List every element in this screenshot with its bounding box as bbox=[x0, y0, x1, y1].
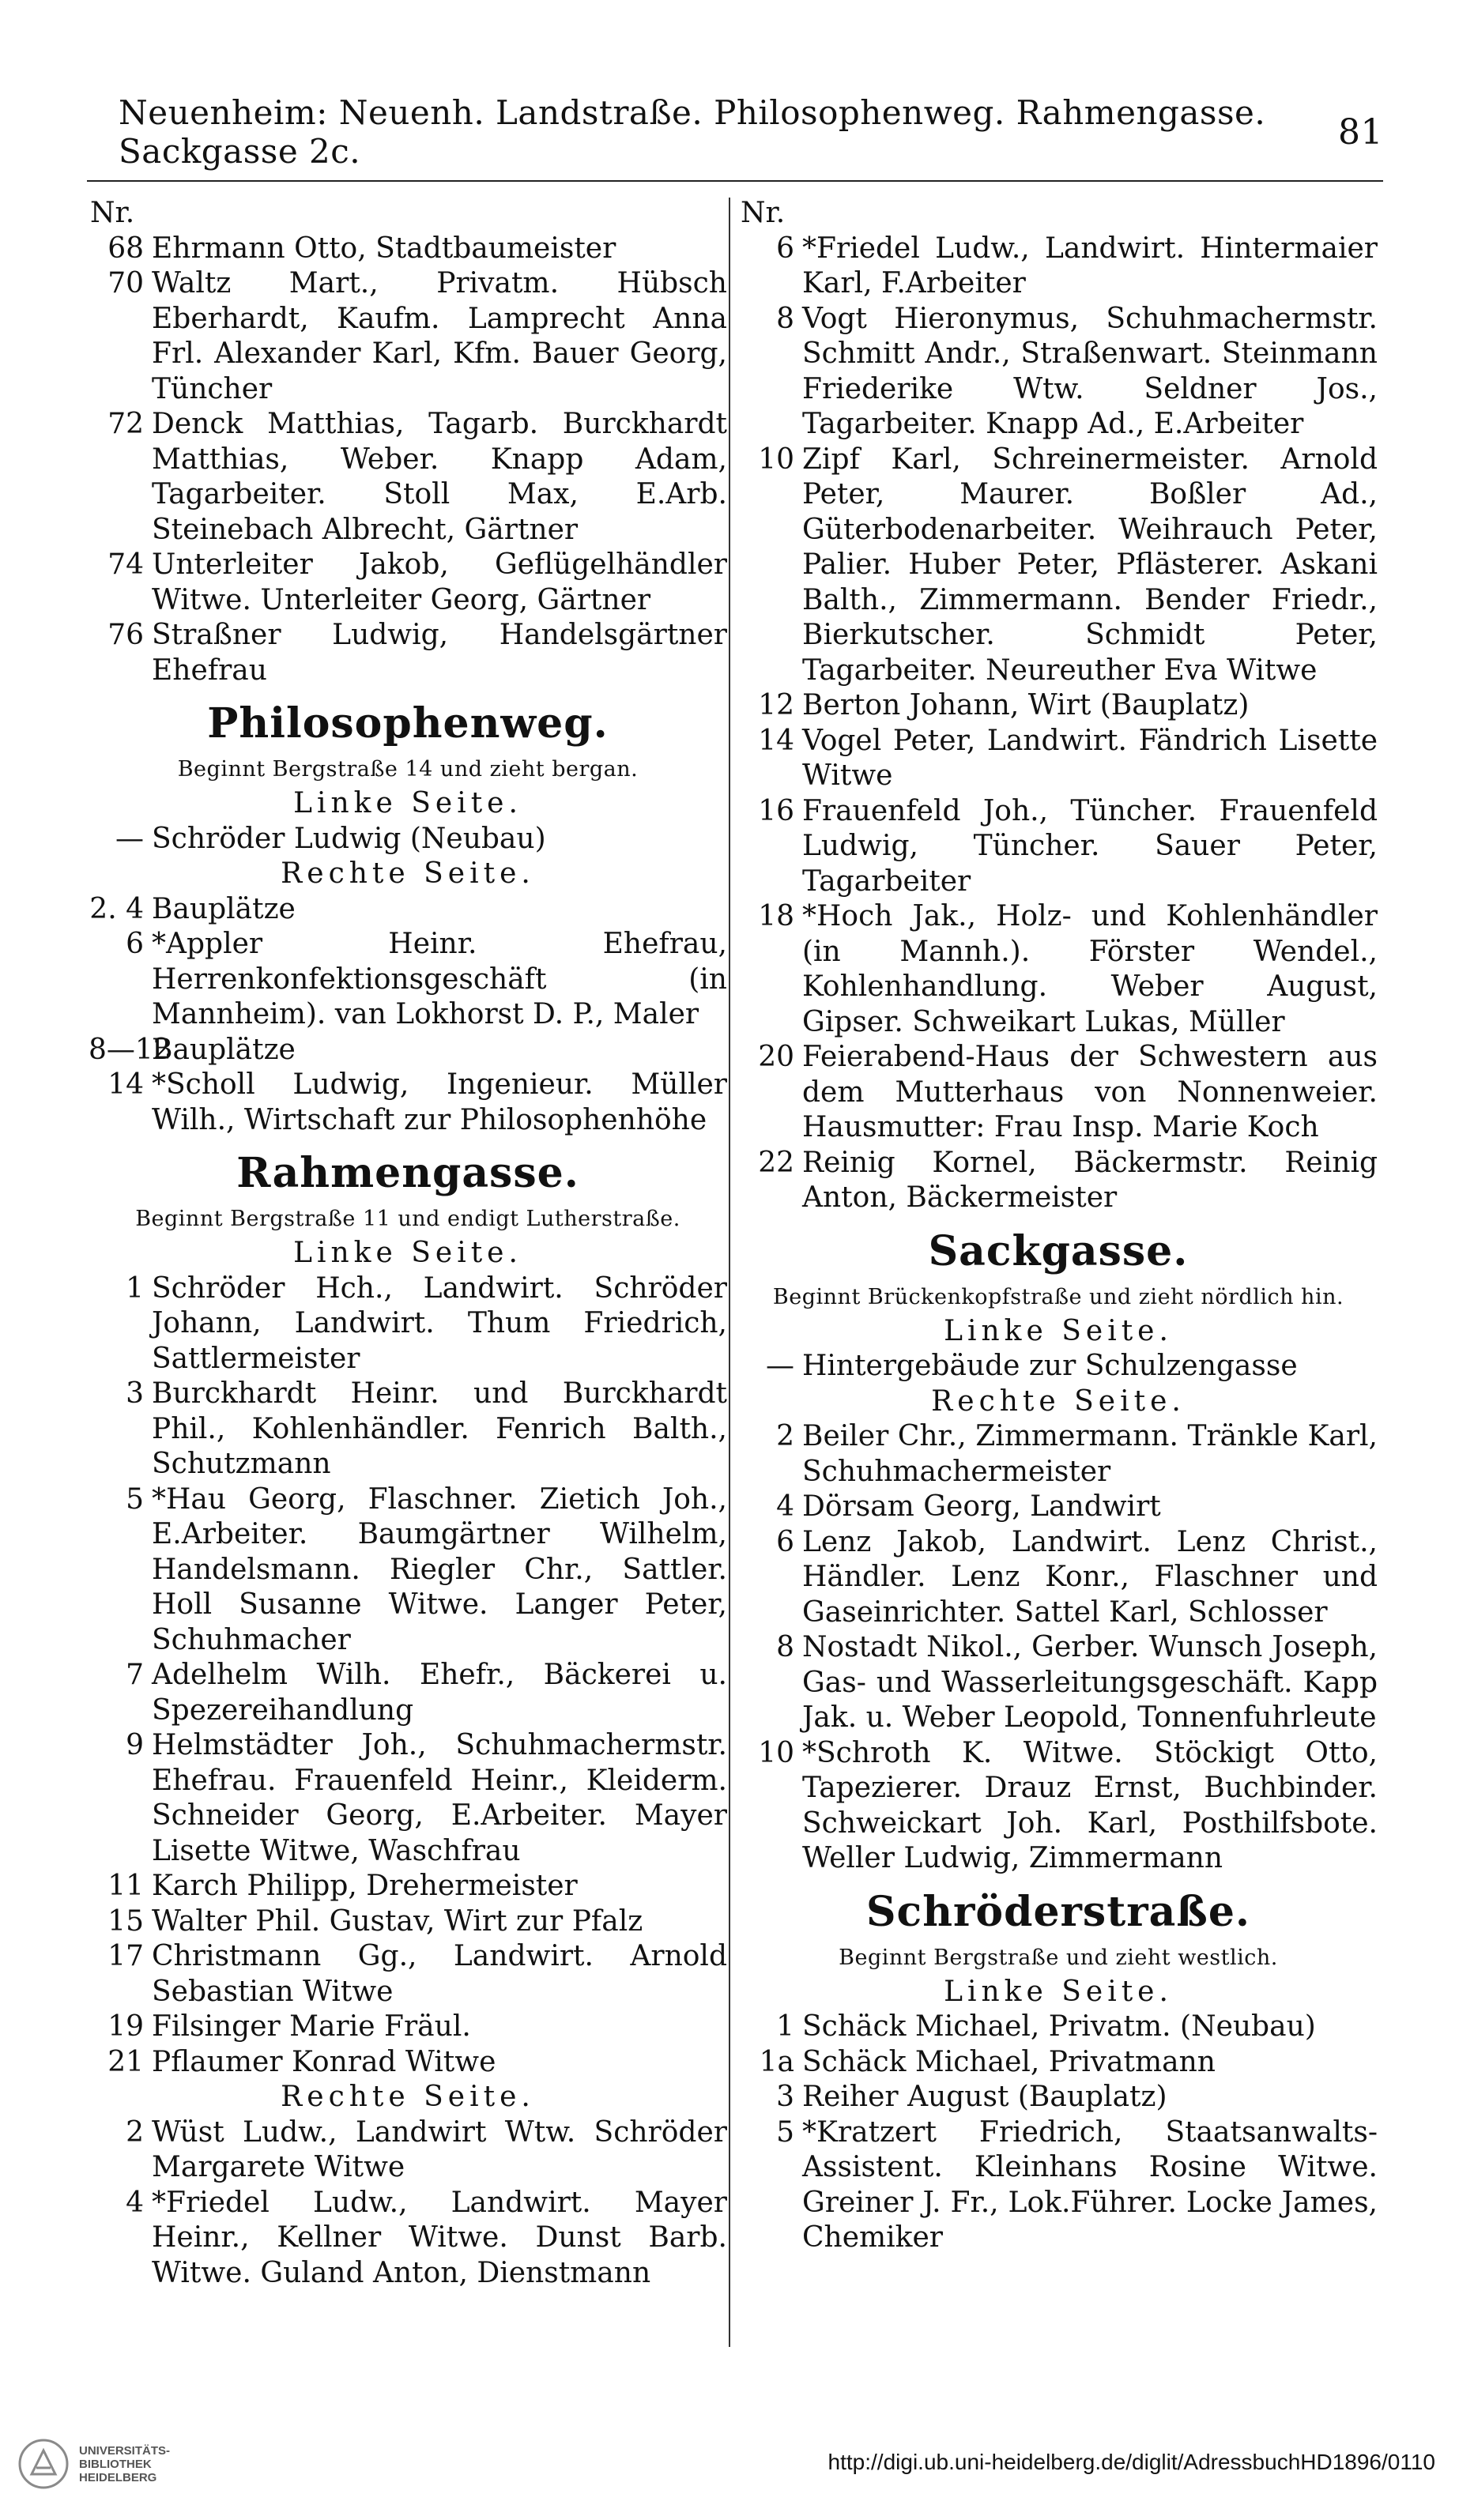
directory-entry bbox=[739, 1525, 1378, 1631]
right-column bbox=[739, 196, 1378, 2256]
house-number: 16 bbox=[758, 794, 794, 827]
resident-text: Wüst Ludw., Landwirt Wtw. Schröder Margarete Witwe bbox=[152, 2115, 727, 2183]
resident-text: *Friedel Ludw., Landwirt. Mayer Heinr., Kellner Witwe. Dunst Barb. Witwe. Guland Anton, Dienstmann bbox=[152, 2186, 727, 2289]
house-number: 76 bbox=[107, 619, 144, 651]
street-begin-note: Beginnt Bergstraße 14 und zieht bergan. bbox=[177, 757, 639, 782]
house-number: 1 bbox=[126, 1271, 144, 1305]
left-column bbox=[89, 196, 727, 2291]
resident-text: Walter Phil. Gustav, Wirt zur Pfalz bbox=[152, 1904, 643, 1938]
library-name: UNIVERSITÄTS- BIBLIOTHEK HEIDELBERG bbox=[79, 2443, 171, 2484]
directory-entry bbox=[739, 302, 1378, 443]
house-number: 1 bbox=[776, 2010, 794, 2043]
street-heading-rahmengasse: Rahmengasse. bbox=[236, 1149, 579, 1197]
house-number: 4 bbox=[776, 1490, 794, 1523]
house-number: 5 bbox=[776, 2115, 794, 2149]
house-number: 3 bbox=[126, 1377, 144, 1410]
house-number: 18 bbox=[758, 900, 794, 932]
house-number: 6 bbox=[776, 232, 794, 265]
nr-heading: Nr. bbox=[90, 197, 135, 229]
library-seal-icon bbox=[16, 2436, 71, 2492]
running-title: Neuenheim: Neuenh. Landstraße. Philosophenweg. Rahmengasse. Sackgasse 2c. bbox=[119, 93, 1266, 171]
house-number: 3 bbox=[776, 2081, 794, 2113]
resident-text: Bauplätze bbox=[152, 1033, 296, 1066]
directory-entry bbox=[89, 2115, 727, 2186]
entry-list bbox=[89, 822, 727, 857]
entry-list bbox=[739, 232, 1378, 1216]
directory-entry bbox=[89, 1377, 727, 1482]
directory-entry bbox=[89, 618, 727, 688]
directory-entry bbox=[739, 2115, 1378, 2256]
resident-text: Christmann Gg., Landwirt. Arnold Sebastian Witwe bbox=[152, 1940, 727, 2008]
directory-entry bbox=[739, 1490, 1378, 1525]
house-number: 8 bbox=[776, 302, 794, 335]
resident-text: Berton Johann, Wirt (Bauplatz) bbox=[802, 689, 1250, 721]
nr-heading: Nr. bbox=[741, 197, 786, 229]
directory-entry bbox=[89, 232, 727, 267]
page-number: 81 bbox=[1338, 111, 1383, 153]
house-number: 2 bbox=[776, 1420, 794, 1452]
resident-text: Adelhelm Wilh. Ehefr., Bäckerei u. Spezereihandlung bbox=[152, 1659, 727, 1727]
directory-entry bbox=[739, 794, 1378, 900]
resident-text: *Friedel Ludw., Landwirt. Hintermaier Karl, F.Arbeiter bbox=[802, 232, 1378, 299]
resident-text: Karch Philipp, Drehermeister bbox=[152, 1870, 578, 1902]
directory-entry bbox=[89, 2045, 727, 2081]
library-logo bbox=[16, 2432, 205, 2496]
house-number: 7 bbox=[126, 1659, 144, 1691]
resident-text: Bauplätze bbox=[152, 892, 296, 925]
directory-entry bbox=[89, 822, 727, 857]
side-label-left: Linke Seite. bbox=[293, 1237, 522, 1269]
directory-entry bbox=[739, 899, 1378, 1040]
resident-text: Reinig Kornel, Bäckermstr. Reinig Anton, Bäckermeister bbox=[802, 1146, 1378, 1214]
house-number: 70 bbox=[107, 267, 144, 299]
directory-entry bbox=[89, 892, 727, 928]
resident-text: Filsinger Marie Fräul. bbox=[152, 2010, 471, 2043]
resident-text: Frauenfeld Joh., Tüncher. Frauenfeld Ludwig, Tüncher. Sauer Peter, Tagarbeiter bbox=[802, 794, 1378, 898]
house-number: 72 bbox=[107, 408, 144, 440]
directory-entry bbox=[89, 1658, 727, 1728]
directory-entry bbox=[89, 1939, 727, 2010]
resident-text: *Hau Georg, Flaschner. Zietich Joh., E.Arbeiter. Baumgärtner Wilhelm, Handelsmann. Riegler Chr., Sattler. Holl Susanne Witwe. Langer Peter, Schuhmacher bbox=[152, 1482, 727, 1656]
column-divider bbox=[729, 198, 730, 2347]
house-number: 10 bbox=[758, 1736, 794, 1769]
resident-text: Hintergebäude zur Schulzengasse bbox=[802, 1350, 1298, 1382]
entry-list bbox=[739, 2010, 1378, 2256]
entry-list bbox=[739, 1349, 1378, 1384]
side-label-right: Rechte Seite. bbox=[281, 2081, 535, 2113]
house-number: 20 bbox=[758, 1041, 794, 1073]
house-number: 5 bbox=[126, 1482, 144, 1516]
resident-text: *Hoch Jak., Holz- und Kohlenhändler (in Mannh.). Förster Wendel., Kohlenhandlung. Weber August, Gipser. Schweikart Lukas, Müller bbox=[802, 900, 1378, 1038]
directory-entry bbox=[89, 1482, 727, 1659]
house-number: 2. 4 bbox=[89, 892, 144, 925]
resident-text: Schröder Ludwig (Neubau) bbox=[152, 822, 546, 855]
side-label-right: Rechte Seite. bbox=[931, 1384, 1186, 1418]
resident-text: Schäck Michael, Privatm. (Neubau) bbox=[802, 2010, 1316, 2043]
directory-entry bbox=[739, 2010, 1378, 2045]
directory-entry bbox=[739, 1146, 1378, 1216]
resident-text: Straßner Ludwig, Handelsgärtner Ehefrau bbox=[152, 619, 727, 687]
resident-text: Beiler Chr., Zimmermann. Tränkle Karl, Schuhmachermeister bbox=[802, 1420, 1378, 1488]
directory-entry bbox=[89, 548, 727, 618]
house-number: 11 bbox=[107, 1870, 144, 1902]
resident-text: Nostadt Nikol., Gerber. Wunsch Joseph, Gas- und Wasserleitungsgeschäft. Kapp Jak. u. Weber Leopold, Tonnenfuhrleute bbox=[802, 1631, 1378, 1734]
resident-text: Waltz Mart., Privatm. Hübsch Eberhardt, Kaufm. Lamprecht Anna Frl. Alexander Karl, Kfm. Bauer Georg, Tüncher bbox=[152, 267, 727, 405]
directory-entry bbox=[739, 2045, 1378, 2081]
resident-text: Lenz Jakob, Landwirt. Lenz Christ., Händler. Lenz Konr., Flaschner und Gaseinrichter. Sattel Karl, Schlosser bbox=[802, 1525, 1378, 1629]
house-number: 12 bbox=[758, 689, 794, 721]
street-heading-philosophenweg: Philosophenweg. bbox=[207, 699, 609, 748]
street-begin-note: Beginnt Bergstraße und zieht westlich. bbox=[839, 1945, 1278, 1970]
house-number: 9 bbox=[126, 1729, 144, 1761]
resident-text: Reiher August (Bauplatz) bbox=[802, 2081, 1167, 2113]
directory-entry bbox=[89, 1904, 727, 1940]
house-number: 6 bbox=[776, 1525, 794, 1558]
resident-text: Helmstädter Joh., Schuhmachermstr. Ehefrau. Frauenfeld Heinr., Kleiderm. Schneider Georg, E.Arbeiter. Mayer Lisette Witwe, Waschfrau bbox=[152, 1729, 727, 1867]
side-label-left: Linke Seite. bbox=[944, 1314, 1173, 1347]
directory-entry bbox=[739, 1736, 1378, 1877]
resident-text: Vogt Hieronymus, Schuhmachermstr. Schmitt Andr., Straßenwart. Steinmann Friederike Wtw. Seldner Jos., Tagarbeiter. Knapp Ad., E.Arbeiter bbox=[802, 302, 1378, 440]
resident-text: Feierabend-Haus der Schwestern aus dem Mutterhaus von Nonnenweier. Hausmutter: Frau Insp. Marie Koch bbox=[802, 1041, 1378, 1143]
house-number: 21 bbox=[107, 2045, 144, 2078]
directory-entry bbox=[739, 688, 1378, 724]
resident-text: Pflaumer Konrad Witwe bbox=[152, 2045, 496, 2078]
directory-entry bbox=[739, 232, 1378, 302]
resident-text: *Kratzert Friedrich, Staatsanwalts-Assistent. Kleinhans Rosine Witwe. Greiner J. Fr., Lok.Führer. Locke James, Chemiker bbox=[802, 2115, 1378, 2254]
header-rule bbox=[87, 180, 1383, 182]
house-number: 22 bbox=[758, 1146, 794, 1179]
directory-entry bbox=[89, 927, 727, 1033]
house-number: 74 bbox=[107, 548, 144, 581]
entry-list bbox=[89, 1271, 727, 2081]
directory-entry bbox=[89, 266, 727, 407]
entry-list bbox=[739, 1419, 1378, 1877]
directory-entry bbox=[89, 1869, 727, 1904]
directory-entry bbox=[739, 2080, 1378, 2115]
resident-text: *Scholl Ludwig, Ingenieur. Müller Wilh., Wirtschaft zur Philosophenhöhe bbox=[152, 1068, 727, 1136]
directory-entry bbox=[739, 1040, 1378, 1146]
house-number: 8—12 bbox=[89, 1033, 172, 1066]
resident-text: Unterleiter Jakob, Geflügelhändler Witwe. Unterleiter Georg, Gärtner bbox=[152, 548, 727, 616]
directory-entry bbox=[739, 724, 1378, 794]
house-number: 1a bbox=[759, 2045, 794, 2078]
page-header bbox=[119, 93, 1383, 171]
directory-entry bbox=[89, 1271, 727, 1377]
directory-entry bbox=[739, 1419, 1378, 1490]
directory-entry bbox=[89, 1033, 727, 1068]
house-number: 14 bbox=[758, 724, 794, 757]
resident-text: Ehrmann Otto, Stadtbaumeister bbox=[152, 232, 616, 265]
house-number: — bbox=[766, 1350, 794, 1382]
house-number: 8 bbox=[776, 1631, 794, 1663]
resident-text: Schäck Michael, Privatmann bbox=[802, 2045, 1216, 2078]
directory-entry bbox=[89, 1728, 727, 1869]
resident-text: Dörsam Georg, Landwirt bbox=[802, 1490, 1161, 1523]
house-number: 2 bbox=[126, 2115, 144, 2149]
street-begin-note: Beginnt Bergstraße 11 und endigt Lutherstraße. bbox=[135, 1207, 680, 1231]
house-number: 15 bbox=[107, 1904, 144, 1938]
directory-entry bbox=[739, 443, 1378, 689]
street-heading-schroederstrasse: Schröderstraße. bbox=[865, 1887, 1251, 1936]
source-url[interactable]: http://digi.ub.uni-heidelberg.de/diglit/AdressbuchHD1896/0110 bbox=[828, 2450, 1435, 2474]
resident-text: *Schroth K. Witwe. Stöckigt Otto, Tapezierer. Drauz Ernst, Buchbinder. Schweickart Joh. Karl, Posthilfsbote. Weller Ludwig, Zimmermann bbox=[802, 1736, 1378, 1874]
house-number: 14 bbox=[107, 1068, 144, 1101]
resident-text: Schröder Hch., Landwirt. Schröder Johann, Landwirt. Thum Friedrich, Sattlermeister bbox=[152, 1271, 727, 1375]
street-heading-sackgasse: Sackgasse. bbox=[928, 1226, 1189, 1275]
entry-list bbox=[89, 232, 727, 689]
directory-entry bbox=[739, 1349, 1378, 1384]
entry-list bbox=[89, 892, 727, 1139]
resident-text: Burckhardt Heinr. und Burckhardt Phil., Kohlenhändler. Fenrich Balth., Schutzmann bbox=[152, 1377, 727, 1480]
side-label-left: Linke Seite. bbox=[944, 1975, 1173, 2008]
directory-entry bbox=[739, 1630, 1378, 1736]
house-number: — bbox=[115, 822, 144, 855]
directory-entry bbox=[89, 407, 727, 548]
resident-text: Vogel Peter, Landwirt. Fändrich Lisette Witwe bbox=[802, 724, 1378, 792]
house-number: 6 bbox=[126, 928, 144, 960]
resident-text: Zipf Karl, Schreinermeister. Arnold Peter, Maurer. Boßler Ad., Güterbodenarbeiter. Weihrauch Peter, Palier. Huber Peter, Pflästerer. Askani Balth., Zimmermann. Bender Friedr., Bierkutscher. Schmidt Peter, Tagarbeiter. Neureuther Eva Witwe bbox=[802, 443, 1378, 687]
house-number: 17 bbox=[107, 1940, 144, 1972]
directory-entry bbox=[89, 1068, 727, 1138]
entry-list bbox=[89, 2115, 727, 2292]
directory-entry bbox=[89, 2186, 727, 2292]
side-label-right: Rechte Seite. bbox=[281, 857, 535, 890]
house-number: 10 bbox=[758, 443, 794, 476]
house-number: 4 bbox=[126, 2186, 144, 2219]
house-number: 19 bbox=[107, 2010, 144, 2043]
street-begin-note: Beginnt Brückenkopfstraße und zieht nördlich hin. bbox=[772, 1284, 1344, 1309]
resident-text: Denck Matthias, Tagarb. Burckhardt Matthias, Weber. Knapp Adam, Tagarbeiter. Stoll Max, E.Arb. Steinebach Albrecht, Gärtner bbox=[152, 408, 727, 546]
resident-text: *Appler Heinr. Ehefrau, Herrenkonfektionsgeschäft (in Mannheim). van Lokhorst D. P., Maler bbox=[152, 928, 727, 1030]
directory-entry bbox=[89, 2010, 727, 2045]
side-label-left: Linke Seite. bbox=[293, 787, 522, 819]
house-number: 68 bbox=[107, 232, 144, 265]
